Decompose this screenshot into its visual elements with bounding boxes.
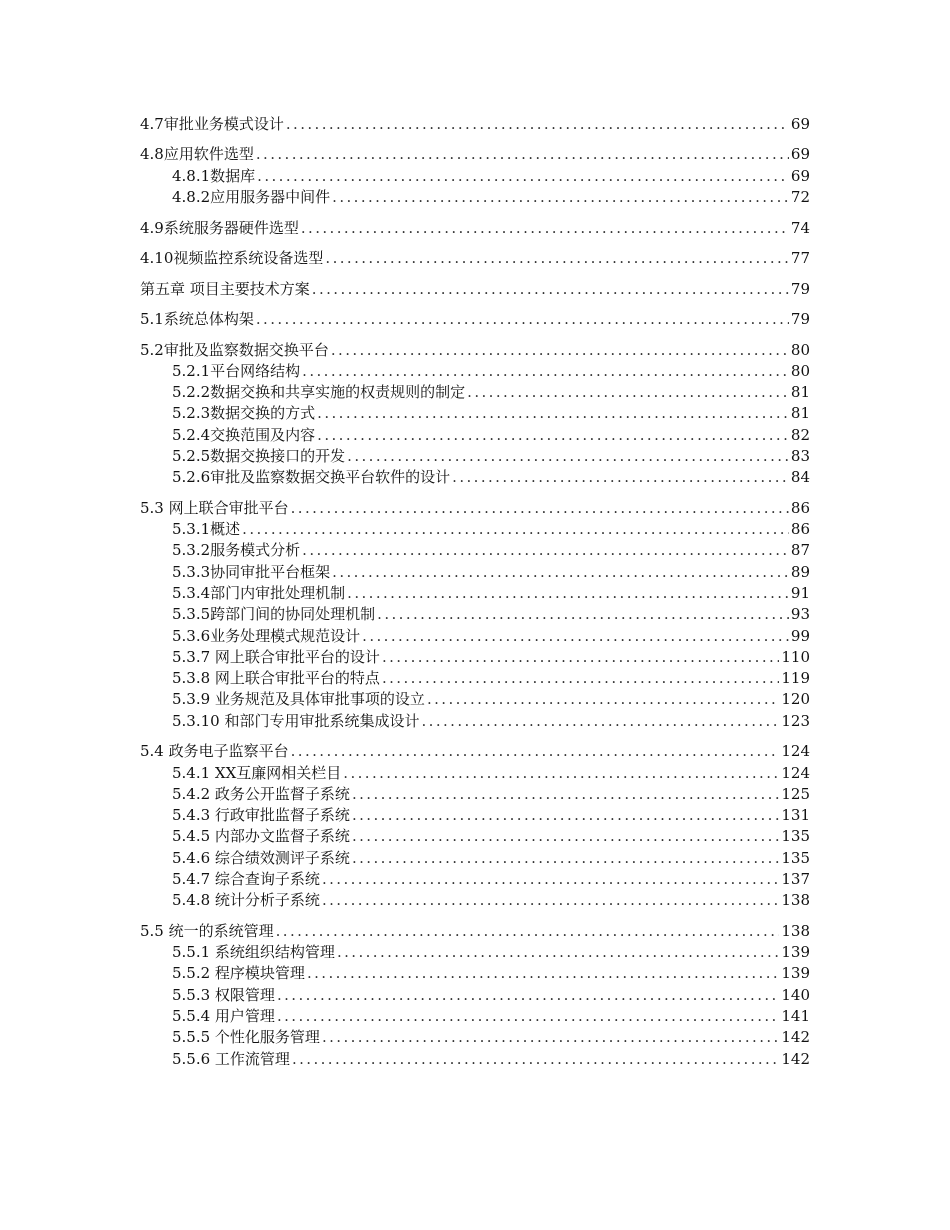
toc-leader-dots xyxy=(382,668,779,689)
toc-entry-page-number: 69 xyxy=(790,115,810,133)
toc-entry-page-number: 119 xyxy=(781,669,810,688)
toc-entry-title: 5.4.6 综合绩效测评子系统 xyxy=(172,848,350,867)
toc-entry-page-number: 142 xyxy=(781,1049,810,1068)
toc-entry xyxy=(140,668,810,689)
toc-leader-dots xyxy=(291,498,789,519)
toc-entry-title: 5.3.1概述 xyxy=(172,520,241,539)
toc-entry-title: 5.3.9 业务规范及具体审批事项的设立 xyxy=(172,690,425,709)
toc-entry xyxy=(140,446,810,467)
toc-entry xyxy=(140,689,810,710)
toc-entry xyxy=(140,763,810,784)
toc-entry xyxy=(140,361,810,382)
toc-entry-title: 4.10视频监控系统设备选型 xyxy=(140,249,324,268)
toc-entry xyxy=(140,498,810,519)
toc-leader-dots xyxy=(302,361,789,382)
toc-entry-title: 5.3.2服务模式分析 xyxy=(172,541,301,560)
toc-entry-title: 5.3.7 网上联合审批平台的设计 xyxy=(172,647,380,666)
toc-entry-title: 5.2.2数据交换和共享实施的权责规则的制定 xyxy=(172,383,466,402)
toc-entry-page-number: 123 xyxy=(781,711,810,730)
toc-entry-title: 5.2.6审批及监察数据交换平台软件的设计 xyxy=(172,468,451,487)
toc-leader-dots xyxy=(337,942,779,963)
toc-entry-title: 5.1系统总体构架 xyxy=(140,310,254,329)
toc-entry-page-number: 142 xyxy=(781,1028,810,1047)
toc-entry xyxy=(140,890,810,911)
toc-entry-title: 5.4.7 综合查询子系统 xyxy=(172,870,320,888)
toc-entry xyxy=(140,963,810,984)
toc-entry-title: 5.5.2 程序模块管理 xyxy=(172,964,305,983)
toc-entry xyxy=(140,144,810,165)
toc-leader-dots xyxy=(332,562,789,583)
toc-entry-title: 5.3.3协同审批平台框架 xyxy=(172,562,331,581)
toc-leader-dots xyxy=(322,890,779,911)
toc-leader-dots xyxy=(377,604,789,625)
toc-entry-title: 5.4.2 政务公开监督子系统 xyxy=(172,784,350,803)
toc-entry-title: 5.5.4 用户管理 xyxy=(172,1006,275,1025)
toc-entry-page-number: 81 xyxy=(790,383,810,402)
toc-entry-title: 4.8.1数据库 xyxy=(172,166,256,185)
toc-entry-page-number: 110 xyxy=(781,647,810,666)
toc-entry xyxy=(140,218,810,239)
toc-entry-page-number: 84 xyxy=(790,468,810,487)
toc-entry xyxy=(140,425,810,446)
toc-leader-dots xyxy=(352,848,779,869)
toc-entry-page-number: 91 xyxy=(790,583,810,602)
toc-leader-dots xyxy=(307,963,779,984)
toc-leader-dots xyxy=(347,446,789,467)
toc-entry xyxy=(140,340,810,361)
toc-leader-dots xyxy=(276,921,780,942)
toc-entry xyxy=(140,604,810,625)
toc-entry-page-number: 138 xyxy=(781,891,810,910)
toc-entry-page-number: 125 xyxy=(781,784,810,803)
toc-entry-page-number: 93 xyxy=(790,605,810,624)
toc-entry xyxy=(140,626,810,647)
toc-leader-dots xyxy=(467,382,789,403)
toc-leader-dots xyxy=(322,1027,779,1048)
toc-entry-page-number: 69 xyxy=(790,145,810,164)
toc-entry xyxy=(140,1006,810,1027)
toc-entry-page-number: 99 xyxy=(790,626,810,645)
toc-entry-page-number: 79 xyxy=(790,279,810,298)
toc-entry xyxy=(140,826,810,847)
toc-entry-title: 4.7审批业务模式设计 xyxy=(140,115,284,133)
toc-leader-dots xyxy=(343,763,779,784)
toc-leader-dots xyxy=(421,711,779,732)
toc-entry-title: 5.4.8 统计分析子系统 xyxy=(172,891,320,910)
toc-entry-page-number: 86 xyxy=(790,498,810,517)
toc-entry-title: 5.2.4交换范围及内容 xyxy=(172,425,316,444)
toc-leader-dots xyxy=(277,1006,779,1027)
toc-entry-title: 5.5.6 工作流管理 xyxy=(172,1049,290,1068)
toc-entry xyxy=(140,114,810,135)
toc-leader-dots xyxy=(291,741,780,762)
toc-entry-page-number: 135 xyxy=(781,848,810,867)
toc-entry-page-number: 124 xyxy=(781,742,810,761)
toc-leader-dots xyxy=(292,1049,779,1070)
toc-entry-page-number: 74 xyxy=(790,218,810,237)
toc-leader-dots xyxy=(382,647,779,668)
toc-entry xyxy=(140,382,810,403)
toc-entry xyxy=(140,784,810,805)
toc-entry-page-number: 82 xyxy=(790,425,810,444)
toc-entry xyxy=(140,921,810,942)
toc-entry xyxy=(140,403,810,424)
toc-entry-title: 5.3.6业务处理模式规范设计 xyxy=(172,626,361,645)
toc-leader-dots xyxy=(317,403,789,424)
toc-entry-page-number: 81 xyxy=(790,404,810,423)
toc-leader-dots xyxy=(352,784,779,805)
toc-leader-dots xyxy=(452,467,789,488)
toc-entry-title: 5.5.5 个性化服务管理 xyxy=(172,1028,320,1047)
toc-entry xyxy=(140,519,810,540)
toc-entry-title: 5.3.10 和部门专用审批系统集成设计 xyxy=(172,711,420,730)
toc-entry-page-number: 135 xyxy=(781,827,810,846)
toc-entry-title: 5.4.3 行政审批监督子系统 xyxy=(172,806,350,825)
toc-leader-dots xyxy=(256,309,789,330)
toc-entry xyxy=(140,741,810,762)
toc-leader-dots xyxy=(256,144,789,165)
toc-entry xyxy=(140,1049,810,1070)
toc-entry xyxy=(140,942,810,963)
toc-entry-title: 5.3.5跨部门间的协同处理机制 xyxy=(172,605,376,624)
toc-leader-dots xyxy=(352,826,779,847)
toc-entry xyxy=(140,805,810,826)
toc-entry-title: 第五章 项目主要技术方案 xyxy=(140,279,310,298)
toc-leader-dots xyxy=(347,583,789,604)
toc-entry-page-number: 69 xyxy=(790,166,810,185)
toc-entry-page-number: 138 xyxy=(781,921,810,940)
toc-entry-title: 5.2审批及监察数据交换平台 xyxy=(140,340,329,359)
toc-entry-title: 4.8.2应用服务器中间件 xyxy=(172,188,331,207)
toc-entry-title: 5.2.5数据交换接口的开发 xyxy=(172,446,346,465)
toc-entry-title: 4.9系统服务器硬件选型 xyxy=(140,218,299,237)
toc-entry-page-number: 131 xyxy=(781,806,810,825)
toc-entry-title: 5.2.1平台网络结构 xyxy=(172,361,301,380)
toc-leader-dots xyxy=(352,805,779,826)
toc-leader-dots xyxy=(322,869,779,890)
toc-leader-dots xyxy=(325,248,789,269)
toc-entry-page-number: 140 xyxy=(781,985,810,1004)
toc-entry-page-number: 139 xyxy=(781,943,810,962)
toc-entry-title: 5.5 统一的系统管理 xyxy=(140,921,274,940)
toc-leader-dots xyxy=(257,166,789,187)
toc-entry xyxy=(140,540,810,561)
toc-entry xyxy=(140,309,810,330)
toc-leader-dots xyxy=(312,279,789,300)
toc-leader-dots xyxy=(332,187,789,208)
toc-entry xyxy=(140,647,810,668)
toc-entry-page-number: 83 xyxy=(790,446,810,465)
toc-entry xyxy=(140,583,810,604)
toc-entry-title: 5.3 网上联合审批平台 xyxy=(140,498,289,517)
toc-leader-dots xyxy=(277,985,779,1006)
toc-entry xyxy=(140,279,810,300)
toc-entry-title: 5.5.1 系统组织结构管理 xyxy=(172,943,335,962)
toc-entry-page-number: 77 xyxy=(790,249,810,268)
toc-leader-dots xyxy=(317,425,789,446)
toc-entry-title: 5.2.3数据交换的方式 xyxy=(172,404,316,423)
toc-entry xyxy=(140,985,810,1006)
toc-entry-title: 5.4 政务电子监察平台 xyxy=(140,742,289,761)
toc-entry-page-number: 72 xyxy=(790,188,810,207)
toc-entry-page-number: 86 xyxy=(790,520,810,539)
toc-entry-page-number: 124 xyxy=(781,763,810,782)
toc-entry-title: 5.3.8 网上联合审批平台的特点 xyxy=(172,669,380,688)
toc-entry xyxy=(140,248,810,269)
toc-leader-dots xyxy=(242,519,789,540)
toc-entry-page-number: 87 xyxy=(790,541,810,560)
toc-entry-page-number: 89 xyxy=(790,562,810,581)
toc-entry-title: 5.4.5 内部办文监督子系统 xyxy=(172,827,350,846)
toc-leader-dots xyxy=(286,114,789,135)
table-of-contents xyxy=(140,114,810,1070)
toc-entry-page-number: 141 xyxy=(781,1006,810,1025)
toc-entry-page-number: 120 xyxy=(781,690,810,709)
toc-entry xyxy=(140,869,810,890)
toc-entry-page-number: 139 xyxy=(781,964,810,983)
toc-leader-dots xyxy=(331,340,789,361)
toc-entry xyxy=(140,1027,810,1048)
toc-entry xyxy=(140,467,810,488)
toc-entry-page-number: 137 xyxy=(781,870,810,888)
toc-entry-page-number: 80 xyxy=(790,361,810,380)
toc-entry xyxy=(140,562,810,583)
toc-leader-dots xyxy=(301,218,789,239)
toc-leader-dots xyxy=(427,689,779,710)
toc-entry-title: 5.4.1 XX互廉网相关栏目 xyxy=(172,763,342,782)
toc-entry-title: 5.3.4部门内审批处理机制 xyxy=(172,583,346,602)
toc-entry xyxy=(140,711,810,732)
toc-leader-dots xyxy=(362,626,789,647)
toc-entry xyxy=(140,187,810,208)
toc-entry xyxy=(140,848,810,869)
toc-entry xyxy=(140,166,810,187)
toc-entry-page-number: 79 xyxy=(790,310,810,329)
toc-entry-title: 4.8应用软件选型 xyxy=(140,145,254,164)
toc-leader-dots xyxy=(302,540,789,561)
toc-entry-title: 5.5.3 权限管理 xyxy=(172,985,275,1004)
toc-entry-page-number: 80 xyxy=(790,340,810,359)
